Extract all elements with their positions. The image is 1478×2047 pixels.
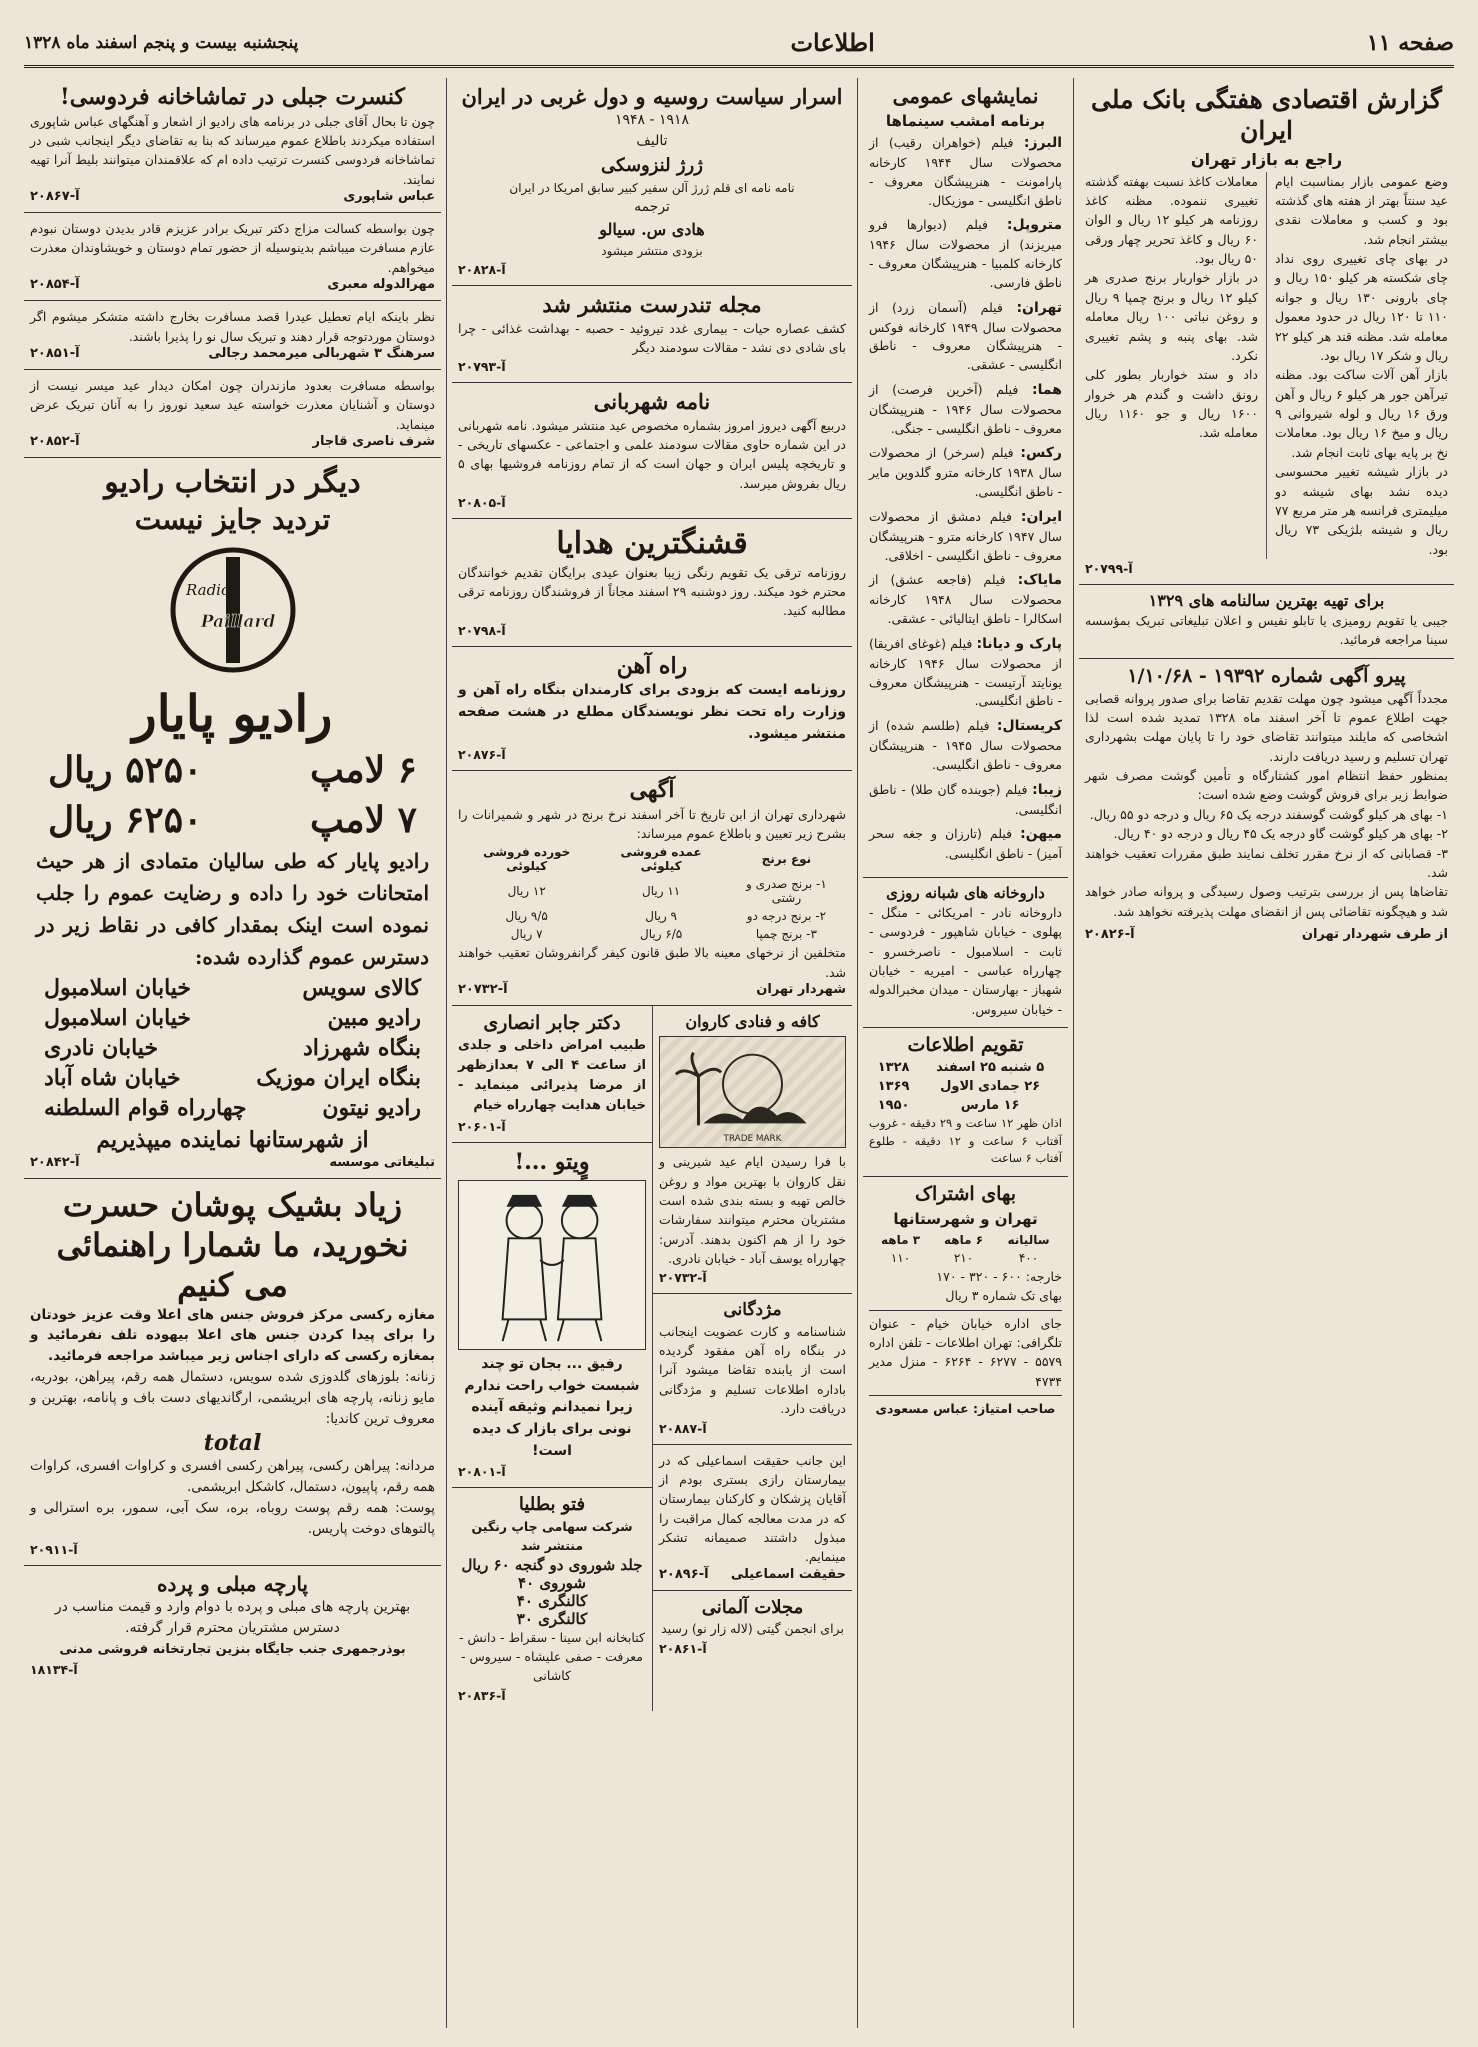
economic-report-title: گزارش اقتصادی هفتگی بانک ملی ایران xyxy=(1091,85,1442,146)
book-title: اسرار سیاست روسیه و دول غربی در ایران xyxy=(461,84,843,109)
report-paragraph: داد و ستد خواربار بطور کلی رونق داشت و گندم هر خروار ۱۶۰۰ ریال و جو ۱۱۶۰ ریال معامله شد. xyxy=(1085,367,1258,441)
subscription-foreign: خارجه: ۶۰۰ - ۳۲۰ - ۱۷۰ xyxy=(936,1268,1062,1284)
rice-notice-text: شهرداری تهران از ابن تاریخ تا آخر اسفند نرخ برنج در شهر و شمیرانات را بشرح زیر تعیین و باطلاع عموم میرساند: xyxy=(458,806,846,842)
police-magazine-ad xyxy=(452,383,852,519)
radio-brand-name: رادیو پایار xyxy=(132,683,333,743)
cinema-name: تهران: xyxy=(1016,299,1062,316)
apology-text: نظر باینکه ایام تعطیل عیدرا قصد مسافرت بخارج داشته متشکر میشوم اگر دوستان موردتوجه قرار دهند و تبریک سال نو را پذیرا باشند. xyxy=(30,309,435,344)
cinema-name: هما: xyxy=(1032,381,1062,398)
cinema-name: البرز: xyxy=(1023,135,1062,151)
notices-lower-left xyxy=(452,1006,652,1711)
movie-entry xyxy=(869,443,1062,502)
report-paragraph: در بازار شیشه تغییر محسوسی دیده نشد بهای شیشه دو میلیمتری فرانسه هر متر مربع ۷۷ ریال و شیشه بلژیکی ۷۳ ریال بود. xyxy=(1275,464,1448,557)
movie-entry xyxy=(869,215,1062,292)
report-paragraph: معاملات کاغذ نسبت بهفته گذشته تغییری ننموده. مظنه کاغذ روزنامه هر کیلو ۱۲ ریال و الوان ۶۰ ریال و کاغذ تحریر چهار ورقی ۵۰ ریال بود. xyxy=(1085,173,1258,266)
movie-description: فیلم (خواهران رقیب) از محصولات سال ۱۹۴۴ کارخانه پارامونت - هنرپیشگان معروف - ناطق انگلیسی - موزیکال. xyxy=(869,135,1062,208)
report-paragraph: بازار آهن آلات ساکت بود. مظنه تیرآهن جور هر کیلو ۶ ریال و آهن ورق ۱۶ ریال و لوله شیروانی ۹ ریال و میخ ۱۶ ریال بود. معاملات نخ بر پایه بهای ثابت انجام شد. xyxy=(1275,367,1449,460)
subscription-col: ساليانه xyxy=(1007,1232,1050,1247)
rexy-fur: پوست: همه رقم پوست روباه، بره، سک آبی، سمور، بره استرالی و پالتوهای دوخت پاریس. xyxy=(30,1499,435,1537)
calendar-row xyxy=(869,1058,1062,1077)
rexy-headline-2: نخورید، ما شمارا راهنمائی xyxy=(56,1225,409,1264)
paillard-logo-text-a: Radio xyxy=(185,580,230,599)
notice-paragraph: مجدداً آگهی میشود چون مهلت تقدیم تقاضا برای صدور پروانه قصابی جهت اطلاع عموم تا آخر اسفند ماه ۱۳۲۸ تمدید شده است لذا اشخاصی که مایلند میتوانند تقاضای خود را تا پایان مهلت بشهرداری تهران تسلیم و رسید دریافت دارند. xyxy=(1085,690,1448,764)
column-rule xyxy=(857,78,858,2028)
concert-text: چون تا بحال آقای جبلی در برنامه های رادیو از اشعار و آهنگهای عباس شاپوری استفاده میکردند باطلاع عموم میرساند که بنا به تقاضای دیگر اینجانب شبی در تماشاخانه فردوسی کنسرت ترتیب داده ام که علاقمندان میتوانند بلیط آنرا تهیه نمایند. xyxy=(30,113,435,187)
movie-entry xyxy=(869,634,1062,711)
book-soon: بزودی منتشر میشود xyxy=(601,244,703,259)
rice-price-table xyxy=(458,843,846,943)
radio-agency: تبلیغاتی موسسه xyxy=(329,1154,435,1170)
apology-text: بواسطه مسافرت بعدود مازندران چون امکان دیدار عید میسر نیست از دوستان و آشنایان معذرت خواسته عید سعید نوروز را به آنان تبریک عرض مینماید. xyxy=(30,377,435,432)
police-magazine-title: نامه شهربانی xyxy=(593,389,711,415)
book-author-label: تالیف xyxy=(636,133,668,150)
trademark-label: TRADE MARK xyxy=(723,1134,782,1145)
print-company-ad xyxy=(452,1488,652,1710)
movie-entry xyxy=(869,716,1062,775)
railway-title: راه آهن xyxy=(616,652,688,679)
book-translator-label: ترجمه xyxy=(634,199,670,216)
furniture-fabric-title: پارچه مبلی و پرده xyxy=(157,1571,308,1596)
subscription xyxy=(863,1177,1068,1426)
subscription-col: ۶ ماهه xyxy=(944,1232,984,1247)
almanac-ad-text: جیبی یا تقویم رومیزی یا تابلو نفیس و اعلان تبلیغاتی تبریک بمؤسسه سینا مراجعه فرمائید. xyxy=(1085,613,1448,648)
radio-store-name: رادیو مبین xyxy=(327,1005,421,1031)
print-company-foot: کتابخانه ابن سینا - سقراط - دانش - معرفت - صفی علیشاه - سیروس - کاشانی xyxy=(459,1629,645,1684)
apology-ad-2 xyxy=(24,301,441,370)
rice-row xyxy=(458,875,846,907)
railway-ad xyxy=(452,647,852,772)
rice-price-notice xyxy=(452,771,852,1006)
german-magazines-text: برای انجمن گیتی (لاله زار نو) رسید xyxy=(661,1621,844,1637)
ad-code: آ-۲۰۶۰۱ xyxy=(458,1118,506,1134)
doctor-name: دکتر جابر انصاری xyxy=(483,1012,621,1035)
calendar-row xyxy=(869,1077,1062,1096)
german-magazines-title: مجلات آلمانی xyxy=(701,1596,804,1618)
radio-store-name: بنگاه شهرزاد xyxy=(302,1035,421,1061)
cartoon-caption: رفیق ... بجان تو چند شبست خواب راحت ندارم زیرا نمیدانم وثیقه آینده نونی برای بازار ک دیده است! xyxy=(464,1356,640,1459)
concert-title: کنسرت جبلی در تماشاخانه فردوسی! xyxy=(60,84,405,110)
subscription-val: ۱۱۰ xyxy=(890,1250,911,1265)
rexy-intro: مغازه رکسی مرکز فروش جنس های اعلا وقت عزیز خودتان را برای پیدا کردن جنس های اعلا بیهوده تلف نفرمائید و بمغازه رکسی که دارای اجناس زیر میباشد مراجعه فرمائید. xyxy=(30,1306,435,1365)
rice-header-cell: خورده فروشی کیلوئی xyxy=(483,845,571,874)
radio-price-value: ۶۲۵۰ ریال xyxy=(48,799,203,841)
radio-location-row xyxy=(30,1003,435,1033)
notices-lower-right xyxy=(652,1006,852,1711)
radio-price-row xyxy=(30,795,435,845)
concert-signature: عباس شاپوری xyxy=(343,189,435,204)
ad-code: آ-۲۰۸۰۱ xyxy=(458,1464,506,1480)
cinema-name: مایاک: xyxy=(1017,572,1062,589)
radio-description: رادیو پایار که طی سالیان متمادی از هر حیث امتحانات خود را داده و رضایت عموم را جلب نموده است اینک بمقدار کافی در نقاط زیر در دسترس عموم گذارده شده: xyxy=(36,849,429,969)
radio-store-street: چهارراه قوام السلطنه xyxy=(44,1095,247,1121)
movie-list xyxy=(869,133,1062,864)
masthead xyxy=(24,20,1454,68)
notice-paragraph: ۲- بهای هر کیلو گوشت گاو درجه یک ۴۵ ریال و درجه دو ۴۰ ریال. xyxy=(1113,826,1448,842)
cinema-name: ایران: xyxy=(1020,508,1062,525)
rexy-headline-1: زیاد بشیک پوشان حسرت xyxy=(62,1185,403,1224)
rice-header-row xyxy=(458,843,846,875)
two-men-cartoon-icon xyxy=(459,1181,645,1349)
cartoon-title: وٍیتو ...! xyxy=(514,1148,590,1175)
apology-ad-1 xyxy=(24,213,441,301)
rexy-headline-3: می کنیم xyxy=(177,1265,288,1304)
radio-store-name: بنگاه ایران موزیک xyxy=(256,1065,421,1091)
rice-header-cell: نوع برنج xyxy=(761,852,812,867)
tandorost-ad xyxy=(452,286,852,383)
calendar-cell: ۱۶ مارس xyxy=(960,1097,1020,1113)
movie-description: فیلم (طلسم شده) از محصولات سال ۱۹۴۵ - هنرپیشگان معروف - ناطق انگلیسی. xyxy=(869,718,1062,772)
ad-code: آ-۲۰۷۹۹ xyxy=(1085,561,1133,576)
column-public-shows xyxy=(863,78,1068,2028)
print-company-item: کالنگری ۳۰ xyxy=(516,1609,588,1628)
ad-code: آ-۲۰۷۹۳ xyxy=(458,359,506,375)
reward-title: مژدگانی xyxy=(723,1300,782,1321)
tandorost-text: کشف عصاره حیات - بیماری غدد تیروئید - حصبه - بهداشت غذائی - چرا بای شادی دی نشد - مقالات سودمند دیگر xyxy=(458,320,846,355)
ad-code: آ-۲۰۸۳۶ xyxy=(458,1687,506,1703)
movie-entry xyxy=(869,780,1062,820)
cinema-name: پارک و دیانا: xyxy=(976,635,1062,652)
thanks-text: این جانب حقیقت اسماعیلی که در بیمارستان رازی بستری بودم از آقایان پزشکان و کارکنان بیمارستان که در مدت معالجه کمال مراقبت را مبذول داشتند صمیمانه تشکر مینمایم. xyxy=(659,1452,846,1565)
caravan-title: کافه و فنادی کاروان xyxy=(685,1012,820,1032)
calendar-cell: ۱۹۵۰ xyxy=(877,1097,910,1113)
book-ad xyxy=(452,78,852,286)
rice-notice-signature: شهردار تهران xyxy=(756,982,846,998)
caravan-text: با فرا رسیدن ایام عید شیرینی و نقل کاروان با بهترین مواد و روغن خالص تهیه و بسته بندی شده است مشتریان محترم میتوانند سفارشات خود را از هم اکنون بدهند. آدرس: چهارراه یوسف آباد - خیابان نادری. xyxy=(659,1154,846,1267)
railway-text: روزنامه ایست که بزودی برای کارمندان بنگاه راه آهن و وزارت راه تحت نظر نویسندگان مطلع در هشت صفحه منتشر میشود. xyxy=(458,682,846,742)
movie-description: فیلم (غوغای افریقا) از محصولات سال ۱۹۴۶ کارخانه یونایتد آرتیست - هنرپیشگان معروف - ناطق انگلیسی. xyxy=(869,635,1062,709)
almanac-ad-title: برای تهیه بهترین سالنامه های ۱۳۲۹ xyxy=(1148,591,1385,610)
rice-cell: ۱- برنج صدری و رشتی xyxy=(746,877,827,906)
notice-paragraph: بمنظور حفظ انتظام امور کشتارگاه و تأمین گوشت مصرف شهر ضوابط زیر برای فروش گوشت وضع شده است: xyxy=(1085,768,1448,803)
cinema-name: میهن: xyxy=(1020,826,1062,843)
movie-description: فیلم (تارزان و جغه سحر آمیز) - ناطق انگلیسی. xyxy=(869,826,1062,862)
radio-headline-2: تردید جایز نیست xyxy=(134,502,331,536)
radio-paillard-ad xyxy=(24,458,441,1179)
publisher: صاحب امتیاز: عباس مسعودی xyxy=(869,1395,1062,1418)
rice-notice-title: آگهی xyxy=(629,777,675,804)
calendar-table xyxy=(869,1058,1062,1115)
column-rule xyxy=(1073,78,1074,2028)
pharmacies-text: داروخانه نادر - امریکائی - منگل - پهلوی - خیابان شاهپور - فردوسی - ثابت - اسلامبول - ناصرخسرو - چهارراه عباسی - امیریه - خیابان شهباز - بهارستان - میدان مخبرالدوله - خیابان سیروس. xyxy=(869,904,1062,1017)
ad-code: آ-۱۸۱۳۴ xyxy=(30,1662,78,1678)
rice-notice-note: متخلفین از نرخهای معینه بالا طبق قانون کیفر گرانفروشان تعقیب خواهند شد. xyxy=(458,945,846,980)
radio-price-value: ۵۲۵۰ ریال xyxy=(48,749,203,791)
movie-description: فیلم دمشق از محصولات سال ۱۹۴۷ کارخانه مترو - هنرپیشگان معروف - ناطق انگلیسی - اخلاقی. xyxy=(869,508,1063,563)
ad-code: آ-۲۰۸۴۲ xyxy=(30,1154,80,1170)
column-rule xyxy=(446,78,447,2028)
subscription-price: بهای تک شماره ۳ ریال xyxy=(945,1288,1062,1304)
furniture-fabric-ad xyxy=(24,1566,441,1686)
movie-description: فیلم (آخرین فرصت) از محصولات سال ۱۹۴۶ - هنرپیشگان معروف - ناطق انگلیسی - جنگی. xyxy=(869,381,1062,436)
rice-cell: ۱۲ ریال xyxy=(507,884,546,899)
cinema-name: کریستال: xyxy=(996,718,1062,734)
radio-store-name: رادیو نیتون xyxy=(322,1095,421,1121)
reward-ad xyxy=(653,1294,852,1444)
gift-ad xyxy=(452,519,852,647)
report-paragraph: در بازار خواربار برنج صدری هر کیلو ۱۲ ریال و برنج چمپا ۹ ریال و روغن نباتی ۱۰۰ ریال معامله شد. بهای پنبه و پشم تغییری نکرد. xyxy=(1085,270,1258,363)
radio-store-street: خیابان شاه آباد xyxy=(44,1065,181,1091)
ad-code: آ-۲۰۸۸۷ xyxy=(659,1420,707,1436)
cinema-name: زیبا: xyxy=(1032,781,1062,798)
book-author: ژرژ لنزوسکی xyxy=(601,155,703,177)
cinema-listings xyxy=(863,78,1068,878)
pharmacies xyxy=(863,878,1068,1028)
book-translator: هادی س. سیالو xyxy=(599,220,705,240)
subscription-col: ۳ ماهه xyxy=(880,1232,921,1247)
movie-description: فیلم (سرخر) از محصولات سال ۱۹۳۸ کارخانه مترو گلدوین مایر - ناطق انگلیسی. xyxy=(869,445,1063,499)
thanks-ad xyxy=(653,1445,852,1591)
movie-entry xyxy=(869,133,1062,210)
gift-text: روزنامه ترقی یک تقویم رنگی زیبا بعنوان عیدی برایگان تقدیم خوانندگان محترم خود میکند. روز دوشنبه ۲۹ اسفند مجاناً از فروشندگان روزنامه ترقی مطالبه کنید. xyxy=(458,564,846,619)
paillard-logo-text-b: Paillard xyxy=(200,611,275,632)
radio-price-label: ۷ لامپ xyxy=(309,799,417,841)
cinema-name: رکس: xyxy=(1020,445,1062,462)
doctor-ad xyxy=(452,1006,652,1142)
radio-store-name: کالای سویس xyxy=(302,975,421,1001)
apology-signature: مهرالدوله معبری xyxy=(327,277,435,293)
radio-location-row xyxy=(30,1033,435,1063)
pharmacies-title: داروخانه های شبانه روزی xyxy=(886,884,1045,902)
economic-report xyxy=(1079,78,1454,585)
ad-code: آ-۲۰۸۷۶ xyxy=(458,747,506,763)
radio-locations xyxy=(30,973,435,1123)
municipal-notice-title: پیرو آگهی شماره ۱۹۳۹۲ - ۱/۱۰/۶۸ xyxy=(1127,664,1406,687)
calendar-row xyxy=(869,1096,1062,1115)
rexy-clothing-ad xyxy=(24,1179,441,1566)
ad-code: آ-۲۰۸۵۱ xyxy=(30,345,80,361)
ad-code: آ-۲۰۸۶۱ xyxy=(659,1640,707,1656)
doctor-text: طبیب امراض داخلی و جلدی از ساعت ۴ الی ۷ بعدازظهر از مرضا پذیرائی مینماید - خیابان هدایت چهارراه خیام xyxy=(458,1037,647,1114)
report-paragraph: وضع عمومی بازار بمناسبت ایام عید سنتاً بهتر از هفته های گذشته بود و کسب و معاملات نقدی بیشتر انجام شد. xyxy=(1275,173,1448,247)
subscription-val: ۴۰۰ xyxy=(1018,1250,1039,1265)
print-company-item: جلد شوروی دو گنجه ۶۰ ریال xyxy=(461,1555,643,1574)
apology-signature: سرهنگ ۳ شهربالی میرمحمد رجالی xyxy=(208,345,435,361)
subscription-val: ۲۱۰ xyxy=(953,1250,974,1265)
rexy-women: زنانه: بلوزهای گلدوزی شده سویس، دستمال همه رقم، پیراهن، بودریه، مایو زنانه، پارچه های ابریشمی، ارگاندیهای دست باف و پانامه، بهترین و معروف ترین کاندیا: xyxy=(30,1369,435,1428)
cartoon-drawing xyxy=(458,1180,646,1350)
rice-header-cell: عمده فروشی کیلوئی xyxy=(620,845,702,874)
notice-paragraph: ۱- بهای هر کیلو گوشت گوسفند درجه یک ۶۵ ریال و درجه دو ۵۵ ریال. xyxy=(1089,806,1448,822)
ad-code: آ-۲۰۸۵۴ xyxy=(30,277,80,293)
page-number: صفحه ۱۱ xyxy=(1366,29,1454,56)
caravan-ad xyxy=(653,1006,852,1294)
economic-report-subtitle: راجع به بازار تهران xyxy=(1190,149,1343,169)
ad-code: آ-۲۰۸۵۲ xyxy=(30,434,80,449)
paillard-logo-icon xyxy=(168,545,298,675)
rice-cell: ۱۱ ریال xyxy=(642,884,681,899)
calendar-note: اذان ظهر ۱۲ ساعت و ۲۹ دقیقه - غروب آفتاب ۶ ساعت و ۱۲ دقیقه - طلوع آفتاب ۶ ساعت xyxy=(869,1115,1062,1166)
caravan-trademark-image xyxy=(659,1036,846,1148)
print-company-title: فتو بطلیا xyxy=(518,1494,586,1516)
newspaper-name: اطلاعات xyxy=(790,28,875,57)
radio-headline-1: دیگر در انتخاب رادیو xyxy=(104,465,361,500)
rexy-total-logo: total xyxy=(203,1430,262,1457)
cinema-name: متروپل: xyxy=(1006,217,1062,234)
ad-code: آ-۲۰۸۹۶ xyxy=(659,1566,709,1582)
radio-store-street: خیابان اسلامبول xyxy=(44,1005,192,1031)
ad-code: آ-۲۰۷۹۸ xyxy=(458,622,506,638)
ad-code: آ-۲۰۸۰۵ xyxy=(458,495,506,510)
movie-entry xyxy=(869,824,1062,864)
police-magazine-text: دربیع آگهی دیروز امروز بشماره مخصوص عید منتشر میشود. نامه شهربانی در این شماره حاوی مقالات سودمند علمی و اجتماعی - عکسهای تاریخی - و تاریخچه پلیس ایران و جهان است که از تمام روزنامه فروشیها بهای ۵ ریال بفروش میرسد. xyxy=(458,417,846,491)
office-address: جای اداره خیابان خیام - عنوان تلگرافی: تهران اطلاعات - تلفن اداره ۵۵۷۹ - ۶۲۷۷ - ۶۲۶۴ - منزل مدیر ۴۷۳۴ xyxy=(869,1310,1062,1392)
movie-description: فیلم (دیوارها فرو میریزند) از محصولات سال ۱۹۴۶ کارخانه کلمبیا - هنرپیشگان معروف - ناطق فارسی. xyxy=(869,217,1062,290)
furniture-fabric-text: بهترین پارچه های مبلی و پرده با دوام وارد و قیمت مناسب در دسترس مشتریان محترم قرار گرفته. xyxy=(54,1598,411,1637)
calendar-cell: ۱۳۲۸ xyxy=(877,1059,910,1075)
calendar xyxy=(863,1028,1068,1177)
print-company-item: کالنگری ۴۰ xyxy=(516,1591,588,1610)
movie-description: فیلم (جوینده گان طلا) - ناطق انگلیسی. xyxy=(869,781,1062,817)
camel-palm-icon xyxy=(660,1037,845,1147)
gift-title: قشنگترین هدایا xyxy=(556,526,748,561)
rice-row xyxy=(458,907,846,925)
print-company-sub: شرکت سهامی چاپ رنگین منتشر شد xyxy=(471,1518,633,1554)
apology-text: چون بواسطه کسالت مزاج دکتر تبریک برادر عزیزم قادر بدیدن دوستان نبودم عازم مسافرت میباشم بدینوسیله از حضور تمام دوستان و خویشاوندان معذرت میخواهم. xyxy=(30,221,435,275)
calendar-title: تقویم اطلاعات xyxy=(907,1034,1024,1056)
ad-code: آ-۲۰۷۳۲ xyxy=(458,982,508,998)
rice-cell: ۹ ریال xyxy=(645,909,677,924)
cinema-section-title: نمایشهای عمومی xyxy=(892,84,1039,108)
ad-code: آ-۲۰۸۲۸ xyxy=(458,262,506,278)
print-company-item: شوروی ۴۰ xyxy=(518,1573,586,1592)
rice-cell: ۹/۵ ریال xyxy=(505,909,548,924)
radio-store-street: خیابان اسلامبول xyxy=(44,975,192,1001)
thanks-signature: حقیقت اسماعیلی xyxy=(730,1566,846,1582)
furniture-fabric-address: بوذرجمهری جنب جایگاه بنزین تجارتخانه فروشی مدنی xyxy=(59,1642,406,1658)
movie-entry xyxy=(869,380,1062,439)
book-years: ۱۹۱۸ - ۱۹۴۸ xyxy=(614,112,690,129)
report-paragraph: در بهای چای تغییری روی نداد چای شکسته هر کیلو ۱۵۰ ریال و چای بارونی ۱۳۰ ریال و جوانه ۱۱۰ تا ۱۲۰ ریال در حدود معمول معامله شد. مظنه قند هر کیلو ۲۲ ریال و شکر ۱۷ ریال بود. xyxy=(1275,251,1448,363)
column-notices xyxy=(452,78,852,2028)
movie-entry xyxy=(869,570,1062,629)
print-company-list xyxy=(458,1556,646,1628)
newspaper-page xyxy=(24,20,1454,2028)
cartoon xyxy=(452,1143,652,1489)
radio-location-row xyxy=(30,1063,435,1093)
radio-store-street: خیابان نادری xyxy=(44,1035,159,1061)
movie-description: فیلم (فاجعه عشق) از محصولات سال ۱۹۴۸ کارخانه اسکالرا - ناطق ایتالیائی - عشقی. xyxy=(869,572,1062,626)
municipal-notice xyxy=(1079,659,1454,950)
ad-code: آ-۲۰۷۳۲ xyxy=(659,1270,707,1286)
radio-footer: از شهرستانها نماینده میپذیریم xyxy=(96,1127,369,1153)
rice-row xyxy=(458,925,846,943)
tandorost-title: مجله تندرست منتشر شد xyxy=(542,292,762,318)
movie-entry xyxy=(869,507,1062,566)
notice-signature: از طرف شهردار تهران xyxy=(1301,927,1448,942)
ad-code: آ-۲۰۸۲۶ xyxy=(1085,927,1135,942)
notice-paragraph: ۳- قصابانی که از نرخ مقرر تخلف نمایند طبق مقررات تعقیب خواهند شد. xyxy=(1085,845,1448,880)
apology-ad-3 xyxy=(24,370,441,458)
notices-lower xyxy=(452,1006,852,1711)
calendar-cell: ۱۳۶۹ xyxy=(877,1078,910,1094)
radio-location-row xyxy=(30,1093,435,1123)
radio-location-row xyxy=(30,973,435,1003)
ad-code: آ-۲۰۹۱۱ xyxy=(30,1541,78,1557)
calendar-cell: ۵ شنبه ۲۵ اسفند xyxy=(936,1059,1045,1075)
column-economic xyxy=(1079,78,1454,2028)
radio-price-label: ۶ لامپ xyxy=(309,749,417,791)
subscription-title: بهای اشتراک xyxy=(914,1183,1017,1206)
rice-cell: ۳- برنج چمپا xyxy=(755,927,817,942)
rice-cell: ۷ ریال xyxy=(510,927,543,942)
movie-description: فیلم (آسمان زرد) از محصولات سال ۱۹۴۹ کارخانه فوکس - هنرپیشگان معروف - ناطق انگلیسی - عشقی. xyxy=(869,299,1062,372)
notice-paragraph: تقاضاها پس از بررسی بترتیب وصول رسیدگی و پروانه صادر خواهد شد و هیچگونه تقاضائی پس از انقضای مهلت پذیرفته نخواهد شد. xyxy=(1085,884,1448,919)
reward-text: شناسنامه و کارت عضویت اینجانب در بنگاه راه آهن مفقود گردیده است از یابنده تقاضا میشود آنرا باداره اطلاعات تسلیم و مژدگانی دریافت دارد. xyxy=(659,1323,846,1417)
subscription-head: تهران و شهرستانها xyxy=(893,1209,1038,1228)
apology-signature: شرف ناصری قاجار xyxy=(312,434,435,449)
issue-date: پنجشنبه بیست و پنجم اسفند ماه ۱۳۲۸ xyxy=(24,32,299,53)
radio-price-row xyxy=(30,745,435,795)
almanac-ad xyxy=(1079,585,1454,659)
column-advertisements xyxy=(24,78,441,2028)
book-author-desc: نامه نامه ای قلم ژرژ آلن سفیر کبیر سابق امریکا در ایران xyxy=(509,181,795,196)
subscription-table xyxy=(869,1231,1062,1267)
ad-code: آ-۲۰۸۶۷ xyxy=(30,189,80,204)
cinema-section-subtitle: برنامه امشب سینماها xyxy=(885,112,1046,130)
concert-ad xyxy=(24,78,441,213)
german-magazines-ad xyxy=(653,1591,852,1664)
calendar-cell: ۲۶ جمادی الاول xyxy=(940,1078,1041,1094)
rexy-men: مردانه: پیراهن رکسی، پیراهن رکسی افسری و کراوات افسری، کراوات همه رقم، پاپیون، دستمال، کاشکل ابریشمی. xyxy=(30,1458,435,1495)
movie-entry xyxy=(869,298,1062,375)
rice-cell: ۲- برنج درجه دو xyxy=(746,909,827,924)
rice-cell: ۶/۵ ریال xyxy=(639,927,683,942)
